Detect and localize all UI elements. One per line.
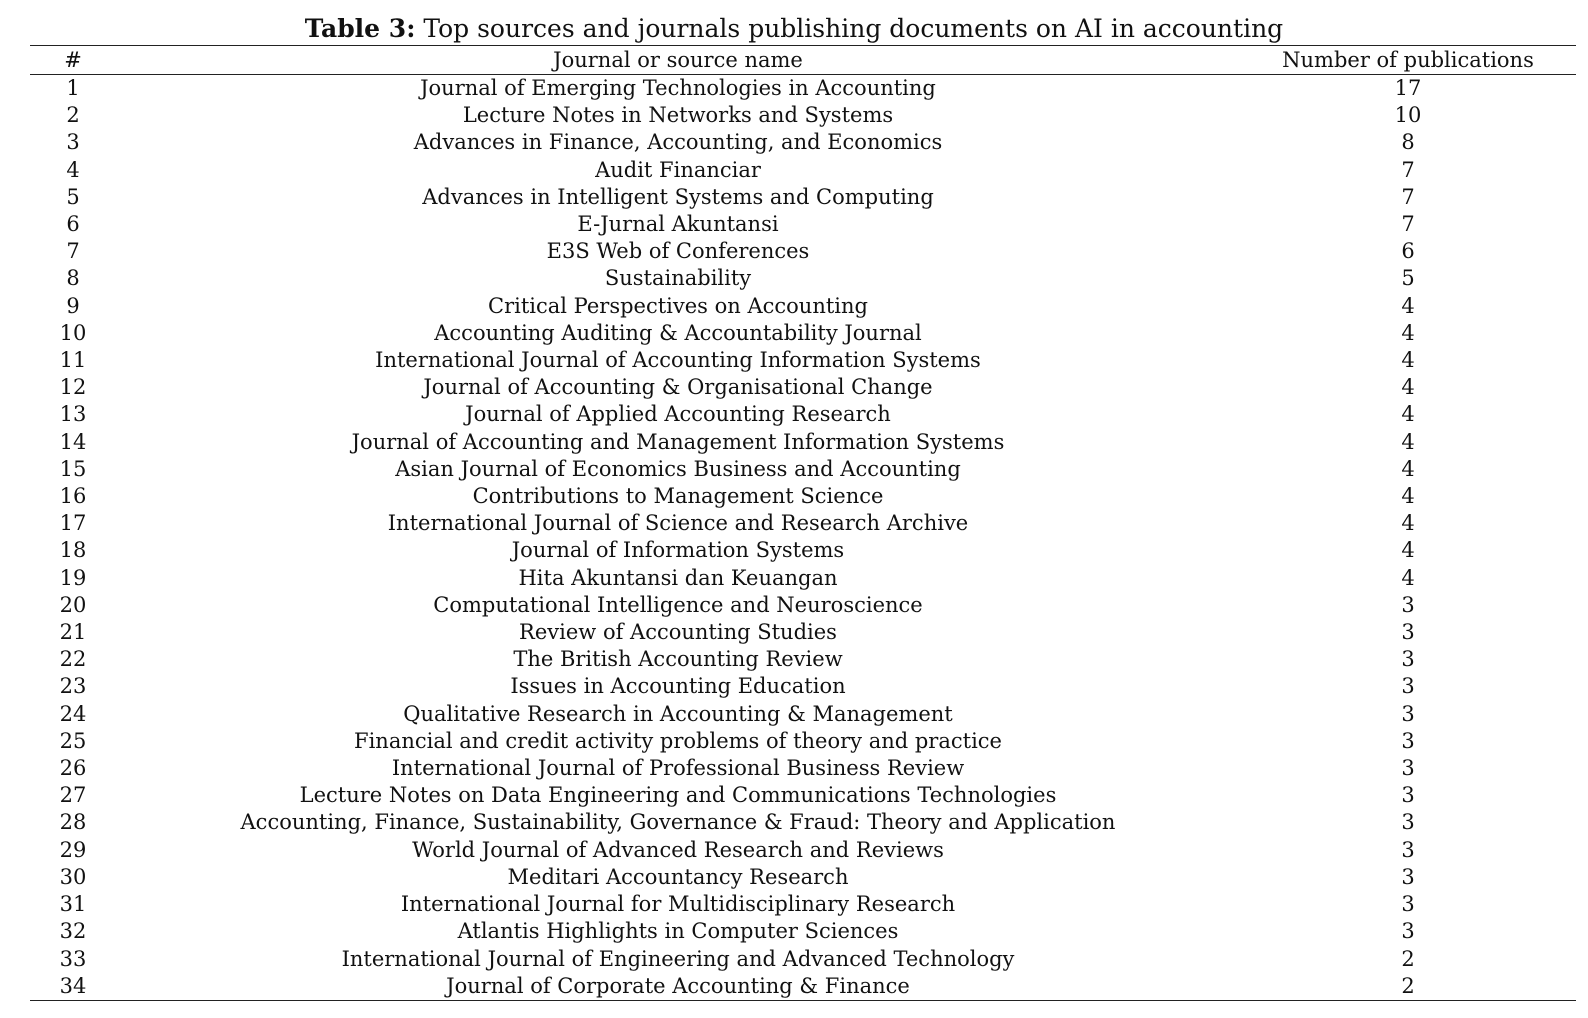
table-row [30, 782, 1576, 809]
journal-name: Asian Journal of Economics Business and Accounting [395, 456, 961, 481]
row-number: 10 [59, 320, 87, 345]
header-publications: Number of publications [1240, 46, 1576, 75]
journal-name: Advances in Finance, Accounting, and Economics [413, 130, 943, 155]
publication-count: 3 [1401, 864, 1415, 889]
journal-name: Review of Accounting Studies [519, 620, 837, 645]
journal-name: Journal of Emerging Technologies in Accounting [420, 76, 936, 100]
table-row [30, 265, 1576, 292]
table-row [30, 374, 1576, 401]
journal-name: Critical Perspectives on Accounting [488, 293, 868, 318]
table-row [30, 347, 1576, 374]
header-journal-name: Journal or source name [116, 46, 1240, 75]
table-row [30, 157, 1576, 184]
publication-count: 4 [1401, 429, 1415, 454]
table-row [30, 510, 1576, 537]
journal-name: Advances in Intelligent Systems and Computing [422, 184, 934, 209]
journal-name: Lecture Notes in Networks and Systems [462, 103, 894, 128]
row-number: 1 [66, 76, 80, 100]
publication-count: 17 [1394, 76, 1422, 100]
table-row [30, 238, 1576, 265]
row-number: 23 [59, 674, 87, 699]
row-number: 31 [59, 892, 87, 917]
journal-name: The British Accounting Review [513, 647, 843, 672]
row-number: 32 [59, 919, 87, 944]
table-row [30, 809, 1576, 836]
publication-count: 3 [1401, 783, 1415, 808]
publication-count: 3 [1401, 647, 1415, 672]
publication-count: 3 [1401, 756, 1415, 781]
row-number: 11 [59, 348, 87, 373]
journal-name: Qualitative Research in Accounting & Management [403, 701, 953, 726]
row-number: 4 [66, 157, 80, 182]
caption-text: Top sources and journals publishing documents on AI in accounting [415, 14, 1284, 43]
journal-name: Lecture Notes on Data Engineering and Communications Technologies [299, 783, 1057, 808]
row-number: 5 [66, 184, 80, 209]
table-row [30, 565, 1576, 592]
journal-name: International Journal of Science and Research Archive [387, 511, 969, 536]
table-row [30, 102, 1576, 129]
publication-count: 8 [1401, 130, 1415, 155]
table-header-row [30, 46, 1576, 75]
table-row [30, 184, 1576, 211]
row-number: 24 [59, 701, 87, 726]
publication-count: 2 [1401, 946, 1415, 971]
table-body [30, 75, 1576, 1001]
row-number: 6 [66, 212, 80, 237]
row-number: 14 [59, 429, 87, 454]
publication-count: 7 [1401, 157, 1415, 182]
journal-name: Audit Financiar [595, 157, 761, 182]
publication-count: 3 [1401, 620, 1415, 645]
publication-count: 4 [1401, 293, 1415, 318]
publication-count: 3 [1401, 837, 1415, 862]
table-row [30, 483, 1576, 510]
row-number: 21 [59, 620, 87, 645]
journal-name: Journal of Accounting and Management Information Systems [351, 429, 1005, 454]
row-number: 7 [66, 239, 80, 264]
publication-count: 7 [1401, 212, 1415, 237]
row-number: 22 [59, 647, 87, 672]
row-number: 28 [59, 810, 87, 835]
row-number: 9 [66, 293, 80, 318]
row-number: 16 [59, 484, 87, 509]
publication-count: 6 [1401, 239, 1415, 264]
table-row [30, 891, 1576, 918]
publication-count: 3 [1401, 674, 1415, 699]
row-number: 34 [30, 973, 116, 1001]
table-row [30, 211, 1576, 238]
journal-name: E3S Web of Conferences [546, 239, 810, 264]
table-row [30, 646, 1576, 673]
publication-count: 4 [1401, 348, 1415, 373]
row-number: 13 [59, 402, 87, 427]
publication-count: 5 [1401, 266, 1415, 291]
journal-name: International Journal for Multidisciplinary Research [400, 892, 956, 917]
publication-count: 10 [1394, 103, 1422, 128]
row-number: 8 [66, 266, 80, 291]
journal-name: Journal of Information Systems [511, 538, 845, 563]
row-number: 30 [59, 864, 87, 889]
publication-count: 2 [1240, 973, 1576, 1001]
publication-count: 4 [1401, 565, 1415, 590]
table-row [30, 673, 1576, 700]
table-caption [0, 14, 1588, 44]
row-number: 12 [59, 375, 87, 400]
table-row [30, 837, 1576, 864]
row-number: 29 [59, 837, 87, 862]
publication-count: 4 [1401, 320, 1415, 345]
table-row [30, 456, 1576, 483]
row-number: 25 [59, 728, 87, 753]
journal-name: Hita Akuntansi dan Keuangan [518, 565, 838, 590]
journal-name: Issues in Accounting Education [510, 674, 846, 699]
journal-name: Journal of Corporate Accounting & Finance [116, 973, 1240, 1001]
journal-name: International Journal of Accounting Information Systems [375, 348, 981, 373]
header-number: # [30, 46, 116, 75]
publication-count: 4 [1401, 375, 1415, 400]
journal-name: E-Jurnal Akuntansi [577, 212, 779, 237]
table-row [30, 429, 1576, 456]
journal-name: Contributions to Management Science [472, 484, 884, 509]
publication-count: 3 [1401, 701, 1415, 726]
publication-count: 4 [1401, 484, 1415, 509]
journal-name: Accounting Auditing & Accountability Journal [434, 320, 922, 345]
journal-name: International Journal of Professional Business Review [391, 756, 965, 781]
table-row [30, 401, 1576, 428]
journal-name: Financial and credit activity problems of theory and practice [354, 728, 1002, 753]
journal-name: World Journal of Advanced Research and Reviews [412, 837, 944, 862]
publication-count: 3 [1401, 892, 1415, 917]
table-row [30, 918, 1576, 945]
publication-count: 4 [1401, 402, 1415, 427]
publication-count: 3 [1401, 810, 1415, 835]
table-row [30, 75, 1576, 103]
publication-count: 3 [1401, 919, 1415, 944]
journal-name: Atlantis Highlights in Computer Sciences [457, 919, 899, 944]
caption-label: Table 3: [304, 14, 416, 43]
table-row [30, 320, 1576, 347]
table-row [30, 619, 1576, 646]
table-row [30, 755, 1576, 782]
table-row [30, 946, 1576, 973]
journal-name: Computational Intelligence and Neuroscience [433, 592, 923, 617]
publications-table [30, 45, 1576, 1001]
table-row [30, 701, 1576, 728]
row-number: 17 [59, 511, 87, 536]
row-number: 15 [59, 456, 87, 481]
row-number: 33 [59, 946, 87, 971]
publication-count: 4 [1401, 456, 1415, 481]
journal-name: Sustainability [604, 266, 752, 291]
table-row [30, 592, 1576, 619]
row-number: 27 [59, 783, 87, 808]
publication-count: 4 [1401, 511, 1415, 536]
table-row [30, 293, 1576, 320]
row-number: 3 [66, 130, 80, 155]
row-number: 20 [59, 592, 87, 617]
journal-name: Meditari Accountancy Research [507, 864, 849, 889]
publication-count: 4 [1401, 538, 1415, 563]
journal-name: International Journal of Engineering and Advanced Technology [341, 946, 1015, 971]
publication-count: 3 [1401, 592, 1415, 617]
row-number: 26 [59, 756, 87, 781]
row-number: 18 [59, 538, 87, 563]
table-row [30, 129, 1576, 156]
table-row [30, 973, 1576, 1001]
table-row [30, 864, 1576, 891]
publication-count: 3 [1401, 728, 1415, 753]
table-row [30, 728, 1576, 755]
publication-count: 7 [1401, 184, 1415, 209]
table-row [30, 537, 1576, 564]
row-number: 19 [59, 565, 87, 590]
journal-name: Accounting, Finance, Sustainability, Governance & Fraud: Theory and Application [240, 810, 1116, 835]
journal-name: Journal of Accounting & Organisational Change [423, 375, 933, 400]
journal-name: Journal of Applied Accounting Research [465, 402, 891, 427]
row-number: 2 [66, 103, 80, 128]
